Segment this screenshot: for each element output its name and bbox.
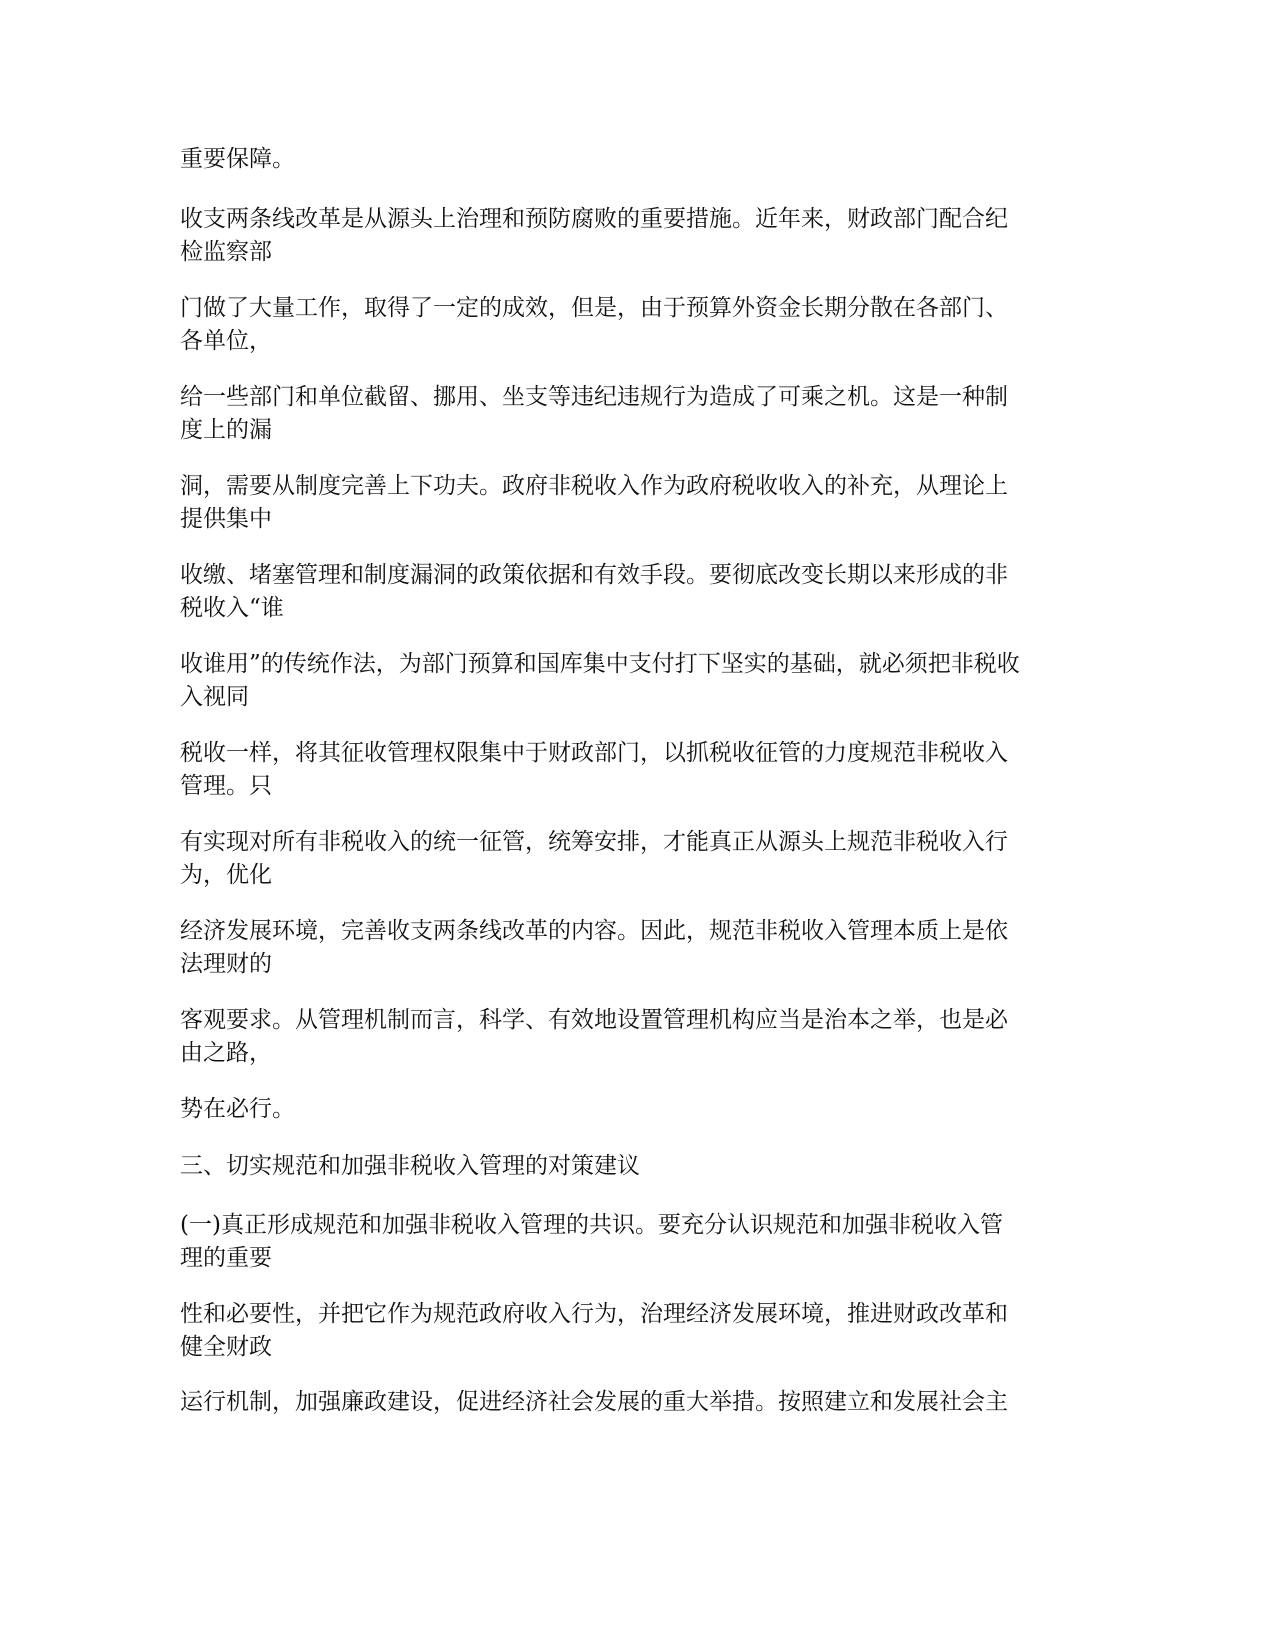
paragraph-line: 管理。只: [180, 773, 272, 799]
paragraph-5: [180, 470, 1080, 536]
paragraph-line: 给一些部门和单位截留、挪用、坐支等违纪违规行为造成了可乘之机。这是一种制: [180, 384, 1008, 410]
paragraph-line: 入视同: [180, 684, 249, 710]
section-heading: [180, 1150, 1080, 1183]
paragraph-6: [180, 559, 1080, 625]
paragraph-9: [180, 826, 1080, 892]
paragraph-line: 重要保障。: [180, 146, 295, 172]
paragraph-line: 洞，需要从制度完善上下功夫。政府非税收入作为政府税收收入的补充，从理论上: [180, 473, 1008, 499]
paragraph-line: 性和必要性，并把它作为规范政府收入行为，治理经济发展环境，推进财政改革和: [180, 1301, 1008, 1327]
paragraph-line: 为，优化: [180, 862, 272, 888]
paragraph-line: 收谁用”的传统作法，为部门预算和国库集中支付打下坚实的基础，就必须把非税收: [180, 651, 1020, 677]
paragraph-line: 收缴、堵塞管理和制度漏洞的政策依据和有效手段。要彻底改变长期以来形成的非: [180, 562, 1008, 588]
paragraph-11: [180, 1004, 1080, 1070]
paragraph-8: [180, 737, 1080, 803]
paragraph-14: [180, 1209, 1080, 1275]
paragraph-7: [180, 648, 1080, 714]
paragraph-line: 度上的漏: [180, 417, 272, 443]
paragraph-12: [180, 1093, 1080, 1126]
paragraph-15: [180, 1298, 1080, 1364]
paragraph-1: [180, 143, 1080, 176]
paragraph-3: [180, 292, 1080, 358]
paragraph-line: 客观要求。从管理机制而言，科学、有效地设置管理机构应当是治本之举，也是必: [180, 1007, 1008, 1033]
paragraph-line: 由之路，: [180, 1040, 272, 1066]
paragraph-line: 法理财的: [180, 951, 272, 977]
paragraph-line: 经济发展环境，完善收支两条线改革的内容。因此，规范非税收入管理本质上是依: [180, 918, 1008, 944]
paragraph-line: 有实现对所有非税收入的统一征管，统筹安排，才能真正从源头上规范非税收入行: [180, 829, 1008, 855]
paragraph-line: 各单位，: [180, 328, 272, 354]
paragraph-line: 税收一样，将其征收管理权限集中于财政部门，以抓税收征管的力度规范非税收入: [180, 740, 1008, 766]
paragraph-line: 理的重要: [180, 1245, 272, 1271]
paragraph-10: [180, 915, 1080, 981]
paragraph-line: 运行机制，加强廉政建设，促进经济社会发展的重大举措。按照建立和发展社会主: [180, 1389, 1008, 1415]
paragraph-line: 提供集中: [180, 506, 272, 532]
paragraph-line: 健全财政: [180, 1334, 272, 1360]
paragraph-line: (一)真正形成规范和加强非税收入管理的共识。要充分认识规范和加强非税收入管: [180, 1212, 1003, 1238]
paragraph-16: [180, 1386, 1080, 1419]
paragraph-4: [180, 381, 1080, 447]
paragraph-line: 检监察部: [180, 239, 272, 265]
paragraph-line: 门做了大量工作，取得了一定的成效，但是，由于预算外资金长期分散在各部门、: [180, 295, 1008, 321]
paragraph-2: [180, 203, 1080, 269]
paragraph-line: 税收入“谁: [180, 595, 284, 621]
paragraph-line: 势在必行。: [180, 1096, 295, 1122]
paragraph-line: 收支两条线改革是从源头上治理和预防腐败的重要措施。近年来，财政部门配合纪: [180, 206, 1008, 232]
paragraph-line: 三、切实规范和加强非税收入管理的对策建议: [180, 1153, 640, 1179]
